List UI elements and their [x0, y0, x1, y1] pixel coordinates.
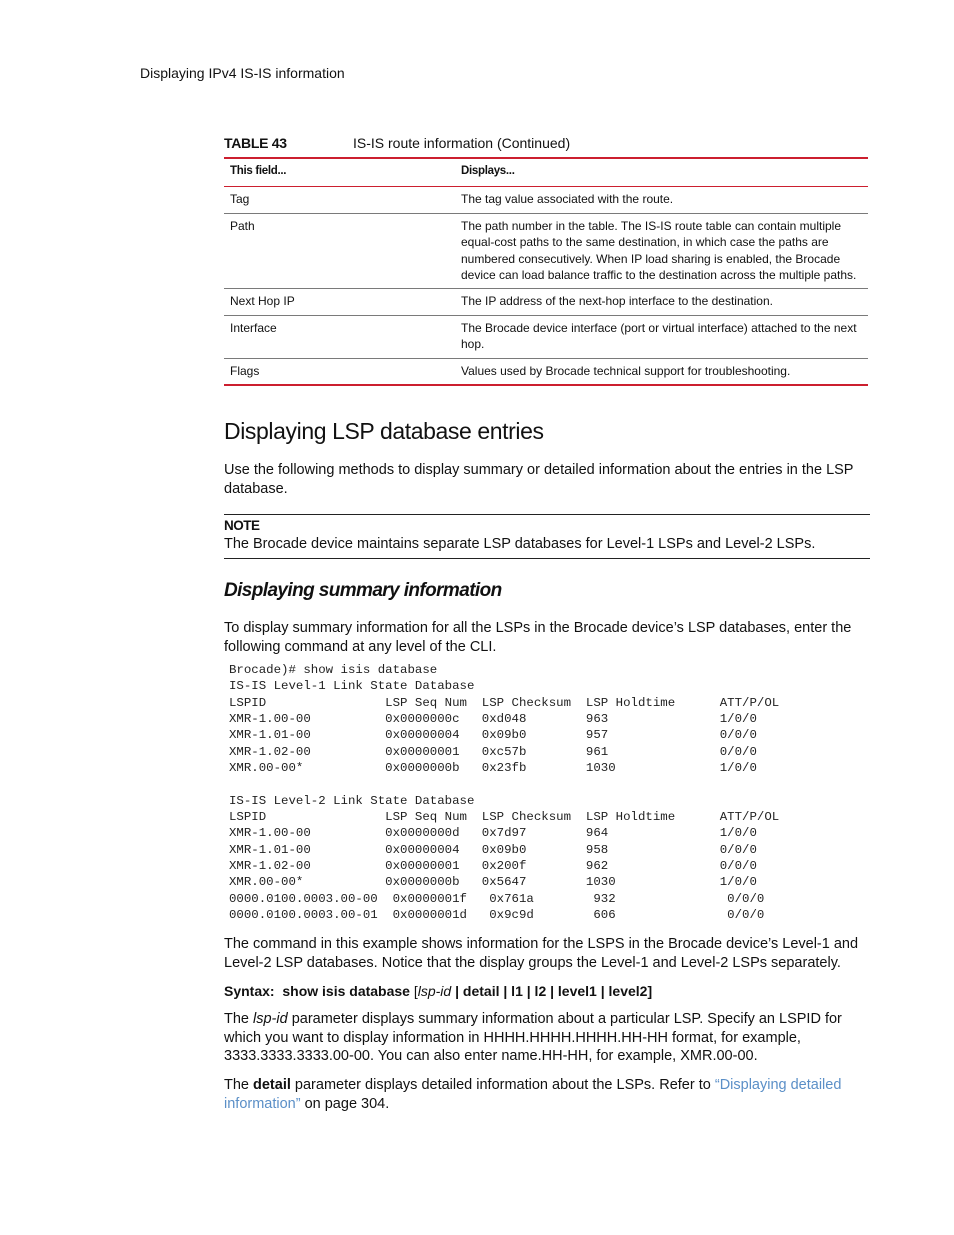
- syntax-line: [224, 983, 652, 999]
- table-row: [224, 358, 868, 385]
- table-cell-display: Values used by Brocade technical support for troubleshooting.: [461, 363, 791, 378]
- syntax-param: lsp-id: [417, 983, 452, 999]
- detail-paragraph: [224, 1076, 870, 1113]
- lspid-post: parameter displays summary information about a particular LSP. Specify an LSPID for which you want to display information in HHHH.HHHH.HHHH.HH-HH format, for example, 3333.3333.3333.00-00. You can also enter name.HH-HH, for example, XMR.00-00.: [224, 1011, 842, 1065]
- syntax-command: show isis database: [282, 983, 410, 999]
- table-cell-field: Next Hop IP: [224, 289, 455, 315]
- table-header-row: [224, 158, 868, 187]
- detail-keyword: detail: [253, 1077, 291, 1093]
- section-title: Displaying LSP database entries: [224, 418, 544, 444]
- syntax-label: Syntax:: [224, 983, 275, 999]
- detail-mid: parameter displays detailed information about the LSPs. Refer to: [290, 1077, 715, 1093]
- detail-pre: The: [224, 1077, 254, 1093]
- subsection-title: Displaying summary information: [224, 580, 502, 601]
- lspid-param: lsp-id: [253, 1011, 288, 1027]
- table-cell-field: Tag: [224, 187, 455, 213]
- subsection-intro: To display summary information for all the LSPs in the Brocade device’s LSP databases, enter the following command at any level of the CLI.: [224, 620, 852, 655]
- table-cell-display: The Brocade device interface (port or virtual interface) attached to the next hop.: [455, 315, 868, 358]
- table-header-displays: Displays...: [455, 158, 868, 187]
- table-label: TABLE 43: [224, 135, 287, 151]
- table-row: [224, 187, 868, 213]
- syntax-bracket: [: [413, 983, 418, 999]
- detailed-info-link[interactable]: “Displaying detailed information”: [224, 1077, 842, 1112]
- cli-explanation: The command in this example shows information for the LSPS in the Brocade device’s Level-1 and Level-2 LSP databases. Notice that the display groups the Level-1 and Level-2 LSPs separately.: [224, 936, 859, 971]
- table-header-field: This field...: [224, 158, 455, 187]
- note-label: NOTE: [224, 518, 260, 533]
- table-row: [224, 315, 868, 358]
- running-header: Displaying IPv4 IS-IS information: [140, 65, 345, 81]
- table-caption: [224, 135, 868, 151]
- route-info-table: [224, 157, 868, 386]
- table-title: IS-IS route information (Continued): [353, 135, 571, 151]
- note-box: [224, 514, 870, 559]
- table-cell-display: The path number in the table. The IS-IS route table can contain multiple equal-cost paths to the same destination, in which case the paths are numbered consecutively. When IP load sharing is enabled, the Brocade device can load balance traffic to the destination across the multiple paths.: [455, 213, 868, 289]
- table-row: [224, 213, 868, 289]
- lspid-pre: The: [224, 1011, 254, 1027]
- section-intro: Use the following methods to display summary or detailed information about the entries in the LSP database.: [224, 462, 854, 497]
- note-text: The Brocade device maintains separate LSP databases for Level-1 LSPs and Level-2 LSPs.: [224, 536, 816, 552]
- table-row: [224, 289, 868, 315]
- table-cell-display: The IP address of the next-hop interface to the destination.: [455, 289, 868, 315]
- lspid-paragraph: [224, 1010, 870, 1066]
- syntax-options: | detail | l1 | l2 | level1 | level2]: [455, 983, 653, 999]
- table-cell-display: The tag value associated with the route.: [455, 187, 868, 213]
- table-cell-field: Flags: [230, 363, 260, 378]
- table-cell-field: Interface: [224, 315, 455, 358]
- table-cell-field: Path: [224, 213, 455, 289]
- detail-post: on page 304.: [300, 1095, 390, 1112]
- cli-output: Brocade)# show isis database IS-IS Level-1 Link State Database LSPID LSP Seq Num LSP Checksum LSP Holdtime ATT/P/OL XMR-1.00-00 0x0000000c 0xd048 963 1/0/0 XMR-1.01-00 0x00000004 0x09b0 957 0/0/0 XMR-1.02-00 0x00000001 0xc57b 961 0/0/0 XMR.00-00* 0x0000000b 0x23fb 1030 1/0/0 IS-IS Level-2 Link State Database LSPID LSP Seq Num LSP Checksum LSP Holdtime ATT/P/OL XMR-1.00-00 0x0000000d 0x7d97 964 1/0/0 XMR-1.01-00 0x00000004 0x09b0 958 0/0/0 XMR-1.02-00 0x00000001 0x200f 962 0/0/0 XMR.00-00* 0x0000000b 0x5647 1030 1/0/0 0000.0100.0003.00-00 0x0000001f 0x761a 932 0/0/0 0000.0100.0003.00-01 0x0000001d 0x9c9d 606 0/0/0: [229, 663, 780, 923]
